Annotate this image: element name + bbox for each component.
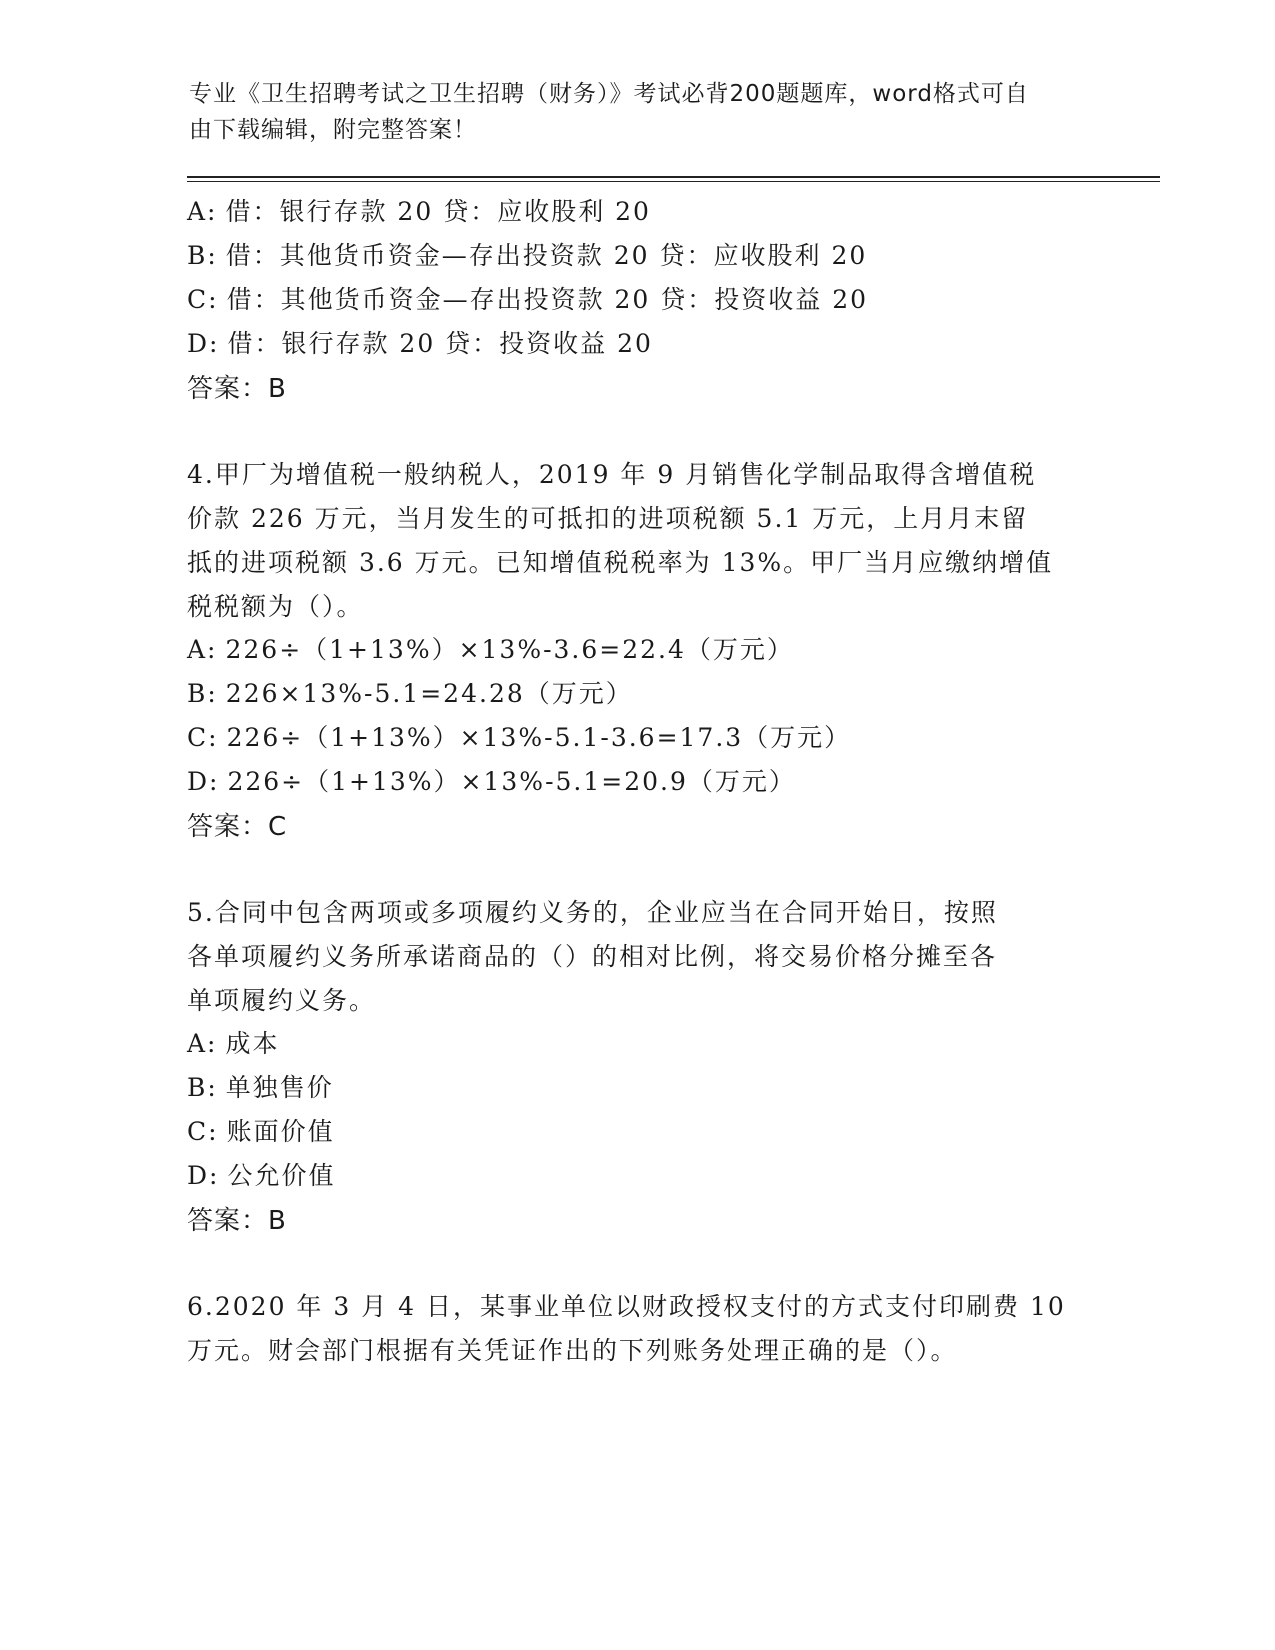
header-line-2: 由下载编辑，附完整答案！	[189, 117, 477, 143]
q5-option-a	[187, 1024, 280, 1060]
q5-option-b	[187, 1068, 334, 1104]
q5-stem-line-1: 5.合同中包含两项或多项履约义务的，企业应当在合同开始日，按照	[187, 898, 998, 927]
q4-option-d	[187, 762, 796, 798]
option-text: 借：其他货币资金—存出投资款 20 贷：投资收益 20	[226, 285, 869, 314]
option-text: 226÷（1+13%）×13%-5.1-3.6=17.3（万元）	[226, 723, 852, 752]
q4-answer: 答案：C	[187, 812, 288, 842]
q4-stem-line-1: 4.甲厂为增值税一般纳税人，2019 年 9 月销售化学制品取得含增值税	[187, 460, 1037, 489]
q4-stem-line-2: 价款 226 万元，当月发生的可抵扣的进项税额 5.1 万元，上月月末留	[187, 504, 1029, 533]
option-text: 借：银行存款 20 贷：应收股利 20	[225, 197, 651, 226]
q5-answer: 答案：B	[187, 1206, 287, 1236]
q4-option-b	[187, 674, 633, 710]
option-text: 226÷（1+13%）×13%-5.1=20.9（万元）	[227, 767, 796, 796]
option-key: D:	[187, 1161, 220, 1190]
option-text: 226×13%-5.1=24.28（万元）	[225, 679, 633, 708]
option-text: 公允价值	[227, 1161, 336, 1190]
q6-stem-line-1: 6.2020 年 3 月 4 日，某事业单位以财政授权支付的方式支付印刷费 10	[187, 1292, 1066, 1321]
option-key: B:	[187, 241, 218, 270]
q5-option-d	[187, 1156, 335, 1192]
q4-stem-line-4: 税税额为（）。	[187, 592, 364, 621]
q3-option-d	[187, 324, 653, 360]
option-key: B:	[187, 679, 218, 708]
option-key: A:	[187, 635, 218, 664]
option-text: 借：银行存款 20 贷：投资收益 20	[227, 329, 653, 358]
option-text: 成本	[225, 1029, 280, 1058]
option-text: 账面价值	[226, 1117, 335, 1146]
option-key: A:	[187, 197, 218, 226]
option-text: 226÷（1+13%）×13%-3.6=22.4（万元）	[225, 635, 794, 664]
q4-stem-line-3: 抵的进项税额 3.6 万元。已知增值税税率为 13%。甲厂当月应缴纳增值	[187, 548, 1054, 577]
q3-answer: 答案：B	[187, 374, 287, 404]
q4-option-c	[187, 718, 851, 754]
q5-stem-line-2: 各单项履约义务所承诺商品的（）的相对比例，将交易价格分摊至各	[187, 942, 998, 971]
q5-stem-line-3: 单项履约义务。	[187, 986, 377, 1015]
q3-option-c	[187, 280, 868, 316]
option-key: B:	[187, 1073, 218, 1102]
q3-option-a	[187, 192, 651, 228]
q3-option-b	[187, 236, 867, 272]
option-key: A:	[187, 1029, 218, 1058]
document-header	[189, 76, 1089, 148]
option-text: 借：其他货币资金—存出投资款 20 贷：应收股利 20	[225, 241, 868, 270]
header-line-1: 专业《卫生招聘考试之卫生招聘（财务）》考试必背200题题库，word格式可自	[189, 81, 1029, 107]
q4-option-a	[187, 630, 794, 666]
option-key: D:	[187, 329, 220, 358]
q5-option-c	[187, 1112, 335, 1148]
header-divider-thick	[187, 176, 1160, 178]
option-text: 单独售价	[225, 1073, 334, 1102]
option-key: C:	[187, 1117, 219, 1146]
option-key: D:	[187, 767, 220, 796]
option-key: C:	[187, 723, 219, 752]
option-key: C:	[187, 285, 219, 314]
header-divider-thin	[187, 181, 1160, 182]
q6-stem-line-2: 万元。财会部门根据有关凭证作出的下列账务处理正确的是（）。	[187, 1336, 958, 1365]
